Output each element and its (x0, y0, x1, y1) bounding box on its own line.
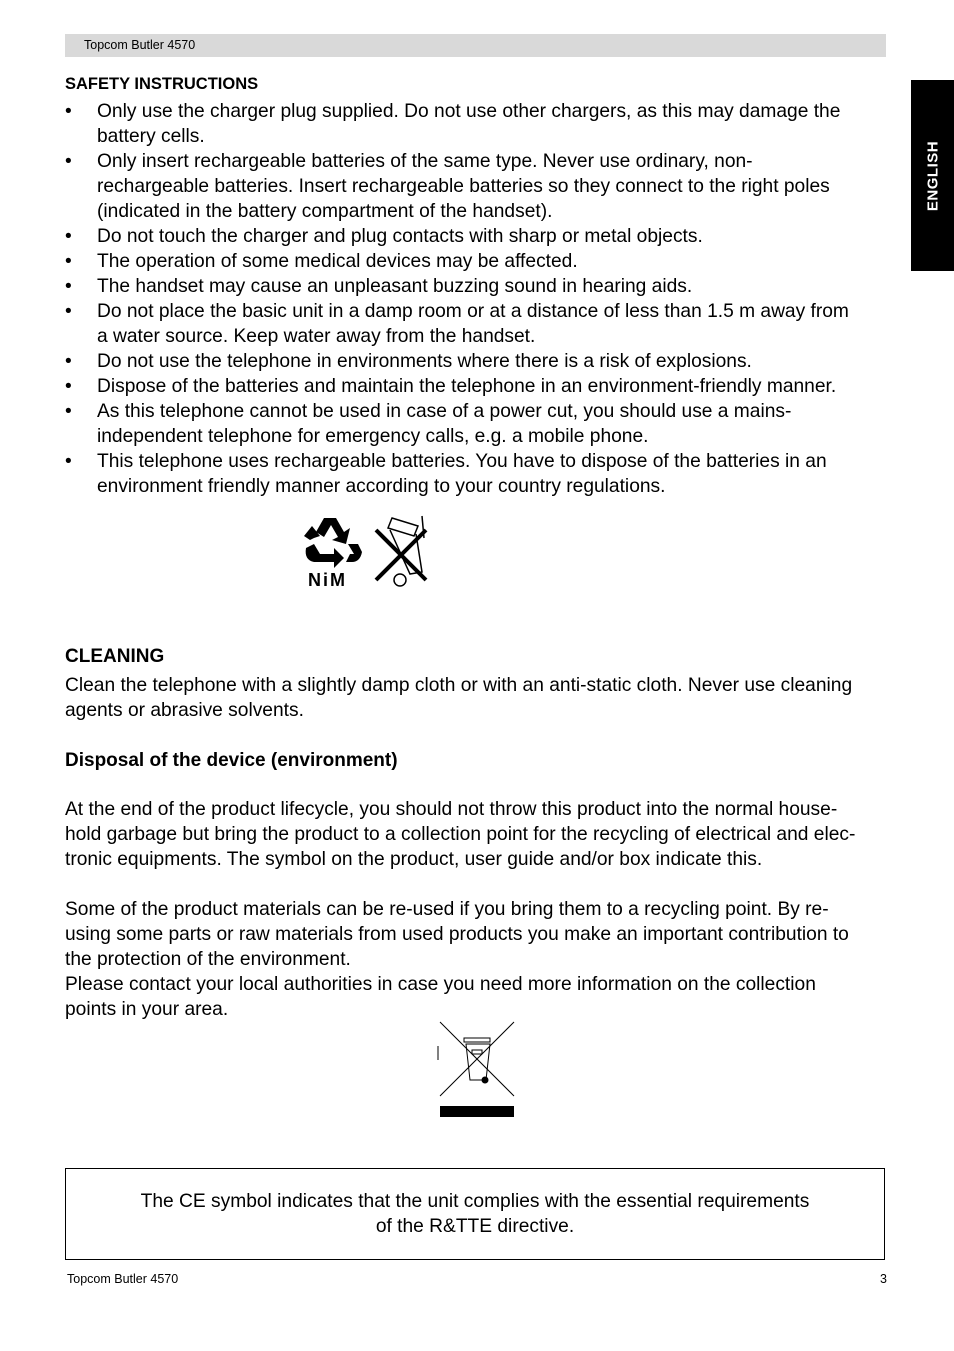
paragraph-line: using some parts or raw materials from used products you make an important contribution to (65, 924, 849, 945)
paragraph-line: points in your area. (65, 999, 229, 1020)
language-tab (911, 80, 954, 271)
list-item (65, 374, 895, 399)
ce-notice-box (65, 1168, 885, 1260)
list-item-line: rechargeable batteries. Insert rechargeable batteries so they connect to the right poles (97, 176, 830, 197)
list-item (65, 399, 895, 449)
bullet-marker: • (65, 301, 72, 322)
weee-bin-icon (436, 1020, 516, 1120)
language-tab-label: ENGLISH (924, 140, 941, 211)
list-item (65, 149, 895, 224)
list-item-line: battery cells. (97, 126, 205, 147)
battery-recycling-icons (296, 512, 436, 594)
list-item (65, 224, 895, 249)
list-item-line: Do not touch the charger and plug contacts with sharp or metal objects. (97, 226, 703, 247)
list-item-line: independent telephone for emergency calls, e.g. a mobile phone. (97, 426, 649, 447)
recycle-icon (300, 514, 364, 572)
list-item-line: As this telephone cannot be used in case of a power cut, you should use a mains- (97, 401, 792, 422)
paragraph-line: hold garbage but bring the product to a collection point for the recycling of electrical and elec- (65, 824, 856, 845)
page-header (65, 34, 886, 57)
safety-title: SAFETY INSTRUCTIONS (65, 75, 259, 93)
list-item-line: environment friendly manner according to your country regulations. (97, 476, 666, 497)
paragraph-line: Please contact your local authorities in case you need more information on the collection (65, 974, 816, 995)
list-item-line: (indicated in the battery compartment of the handset). (97, 201, 553, 222)
cleaning-title: CLEANING (65, 646, 165, 667)
list-item-line: The operation of some medical devices may be affected. (97, 251, 578, 272)
cleaning-text (65, 673, 895, 723)
list-item (65, 99, 895, 149)
list-item-line: This telephone uses rechargeable batteries. You have to dispose of the batteries in an (97, 451, 827, 472)
bullet-marker: • (65, 351, 72, 372)
bullet-marker: • (65, 226, 72, 247)
safety-list (65, 99, 895, 499)
paragraph-line: Clean the telephone with a slightly damp cloth or with an anti-static cloth. Never use cleaning (65, 675, 853, 696)
ce-notice-line: The CE symbol indicates that the unit complies with the essential requirements (140, 1191, 810, 1212)
list-item (65, 349, 895, 374)
disposal-paragraph-2 (65, 897, 895, 1022)
bullet-marker: • (65, 451, 72, 472)
list-item (65, 249, 895, 274)
list-item-line: a water source. Keep water away from the handset. (97, 326, 536, 347)
bullet-marker: • (65, 276, 72, 297)
bullet-marker: • (65, 401, 72, 422)
paragraph-line: agents or abrasive solvents. (65, 700, 304, 721)
list-item (65, 449, 895, 499)
footer-title: Topcom Butler 4570 (67, 1272, 179, 1286)
header-title: Topcom Butler 4570 (84, 38, 196, 52)
paragraph-line: tronic equipments. The symbol on the product, user guide and/or box indicate this. (65, 849, 763, 870)
paragraph-line: At the end of the product lifecycle, you should not throw this product into the normal house- (65, 799, 838, 820)
bullet-marker: • (65, 151, 72, 172)
list-item (65, 299, 895, 349)
list-item (65, 274, 895, 299)
list-item-line: Dispose of the batteries and maintain the telephone in an environment-friendly manner. (97, 376, 837, 397)
bullet-marker: • (65, 376, 72, 397)
bullet-marker: • (65, 101, 72, 122)
disposal-title: Disposal of the device (environment) (65, 750, 398, 771)
page-number: 3 (880, 1272, 887, 1286)
paragraph-line: Some of the product materials can be re-used if you bring them to a recycling point. By re- (65, 899, 829, 920)
list-item-line: The handset may cause an unpleasant buzzing sound in hearing aids. (97, 276, 693, 297)
ce-notice-line: of the R&TTE directive. (375, 1216, 575, 1237)
list-item-line: Do not place the basic unit in a damp room or at a distance of less than 1.5 m away from (97, 301, 849, 322)
bullet-marker: • (65, 251, 72, 272)
ce-notice-text (66, 1189, 884, 1239)
list-item-line: Only use the charger plug supplied. Do not use other chargers, as this may damage the (97, 101, 841, 122)
disposal-paragraph-1 (65, 797, 895, 872)
paragraph-line: the protection of the environment. (65, 949, 351, 970)
list-item-line: Do not use the telephone in environments where there is a risk of explosions. (97, 351, 752, 372)
list-item-line: Only insert rechargeable batteries of the same type. Never use ordinary, non- (97, 151, 753, 172)
crossed-bin-icon (370, 514, 434, 594)
recycle-label: NiM (308, 570, 347, 590)
